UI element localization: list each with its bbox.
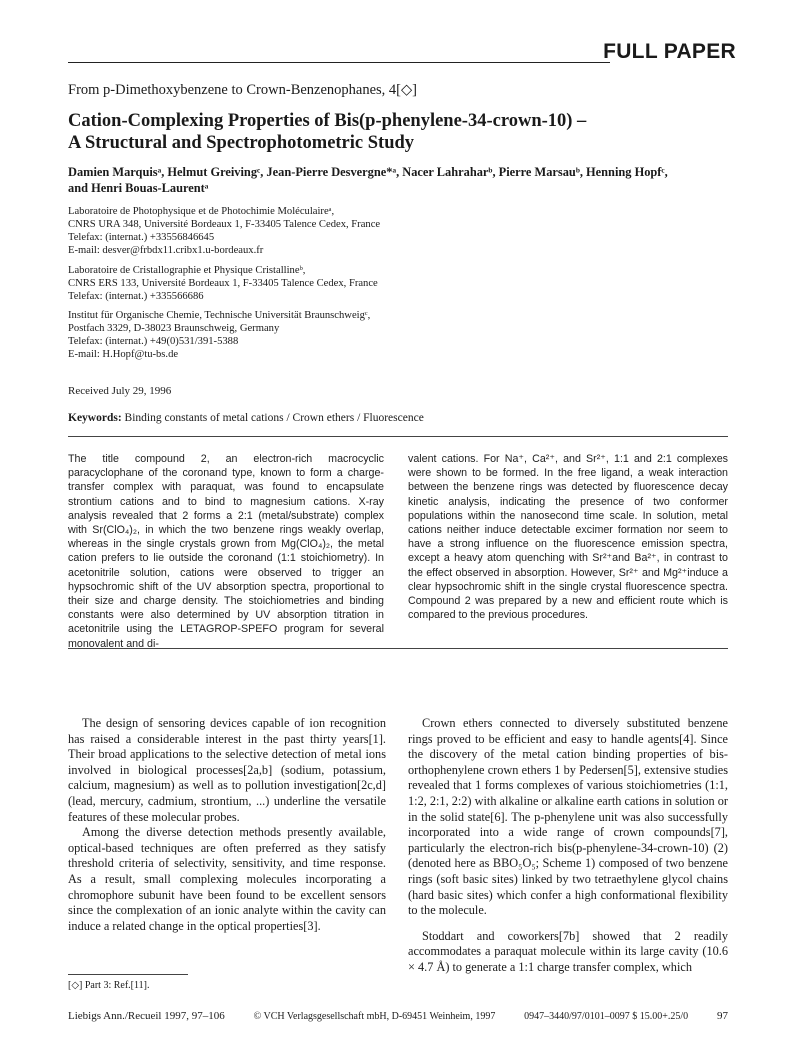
abstract-right-column: valent cations. For Na⁺, Ca²⁺, and Sr²⁺, 1:1 and 2:1 complexes were shown to be formed. In the free ligand, a weak interaction between the benzene rings was detected by fluorescence decay kinetic analysis, indicating the presence of two conformer populations within the nanosecond time scale. In solution, metal cations neither induce detectable excimer formation nor seem to have a strong influence on the fluorescence emission spectra, except a heavy atom quenching with Sr²⁺and Ba²⁺, in contrast to the effect observed in absorption. However, Sr²⁺ and Mg²⁺induce a clear hypsochromic shift in the single crystal fluorescence spectra. Compound 2 was prepared by a new and efficient route which is compared to the previous procedures. bbox=[408, 453, 728, 622]
keywords-text: Binding constants of metal cations / Crown ethers / Fluorescence bbox=[124, 412, 424, 424]
body-paragraph: Among the diverse detection methods presently available, optical-based techniques are often preferred as they satisfy threshold criteria of selectivity, sensitivity, and time response. As a result, small complexing molecules incorporating a chromophore subunit have been found to be excellent sensors since the complexation of an ionic analyte within the cavity can induce a related change in the optical properties[3]. bbox=[68, 825, 386, 933]
page-footer bbox=[68, 1010, 728, 1022]
affiliation-line: Institut für Organische Chemie, Technische Universität Braunschweigᶜ, bbox=[68, 310, 371, 321]
footnote: [◇] Part 3: Ref.[11]. bbox=[68, 980, 150, 991]
affiliation-bordeaux-crystallography bbox=[68, 264, 488, 303]
affiliation-line: Telefax: (internat.) +33556846645 bbox=[68, 232, 215, 243]
abstract-top-rule bbox=[68, 436, 728, 437]
article-code: 0947–3440/97/0101–0097 $ 15.00+.25/0 bbox=[524, 1011, 689, 1022]
received-date: Received July 29, 1996 bbox=[68, 385, 172, 397]
authors-line-2: and Henri Bouas-Laurentᵃ bbox=[68, 181, 209, 195]
body-paragraph: Stoddart and coworkers[7b] showed that 2 readily accommodates a paraquat molecule within its large cavity (10.6 × 4.7 Å) to generate a 1:1 charge transfer complex, which bbox=[408, 928, 728, 974]
keywords-label: Keywords: bbox=[68, 412, 122, 424]
affiliation-email: E-mail: desver@frbdx11.cribx1.u-bordeaux.fr bbox=[68, 245, 264, 256]
affiliation-line: Laboratoire de Photophysique et de Photochimie Moléculaireᵃ, bbox=[68, 206, 335, 217]
affiliation-bordeaux-photophysics bbox=[68, 205, 488, 257]
affiliation-line: Telefax: (internat.) +335566686 bbox=[68, 291, 204, 302]
affiliation-line: Postfach 3329, D-38023 Braunschweig, Germany bbox=[68, 323, 280, 334]
body-paragraph: Crown ethers connected to diversely substituted benzene rings proved to be efficient and easy to handle agents[4]. Since the discovery of the metal cation binding properties of bis-orthophenylene crown ethers 1 by Pedersen[5], extensive studies revealed that 1 forms complexes of various stoichiometries (1:1, 1:2, 2:1, 2:2) with alkaline or alkaline earth cations in solution or in the solid state[6]. The p-phenylene unit was also successfully incorporated into a wide range of crown compounds[7], particularly the electron-rich bis(p-phenylene-34-crown-10) (2) (denoted here as BBO₅O₅; Scheme 1) composed of two benzene rings (soft basic sites) linked by two tetraethylene glycol chains (hard basic sites) which confer a high conformational flexibility to the molecule. bbox=[408, 716, 728, 918]
publisher-line: © VCH Verlagsgesellschaft mbH, D-69451 Weinheim, 1997 bbox=[253, 1011, 496, 1022]
article-title bbox=[68, 110, 748, 154]
abstract-bottom-rule bbox=[68, 648, 728, 649]
footnote-rule bbox=[68, 974, 188, 975]
body-right-column bbox=[408, 716, 728, 976]
keywords bbox=[68, 412, 424, 424]
affiliation-line: CNRS ERS 133, Université Bordeaux 1, F-33405 Talence Cedex, France bbox=[68, 278, 378, 289]
title-line-1: Cation-Complexing Properties of Bis(p-phenylene-34-crown-10) – bbox=[68, 111, 587, 131]
page-number: 97 bbox=[716, 1010, 728, 1022]
header-rule bbox=[68, 62, 610, 63]
affiliation-braunschweig bbox=[68, 309, 488, 361]
body-paragraph: The design of sensoring devices capable of ion recognition has raised a considerable interest in the past thirty years[1]. Their broad applications to the selective detection of metal ions involved in biological processes[2a,b] (sodium, potassium, calcium, magnesium) as well as to pollution investigation[2c,d] (lead, mercury, cadmium, strontium, ...) underline the versatile features of these molecular probes. bbox=[68, 716, 386, 824]
body-left-column bbox=[68, 716, 386, 934]
affiliation-email: E-mail: H.Hopf@tu-bs.de bbox=[68, 349, 179, 360]
journal-citation: Liebigs Ann./Recueil 1997, 97–106 bbox=[68, 1010, 225, 1022]
abstract-left-column: The title compound 2, an electron-rich macrocyclic paracyclophane of the coronand type, known to form a charge-transfer complex with paraquat, was found to encapsulate strontium cations and to bind to magnesium cations. X-ray analysis revealed that 2 forms a 2:1 (metal/substrate) complex with Sr(ClO₄)₂, in which the two benzene rings weakly overlap, whereas in the single crystals grown from Mg(ClO₄)₂, the metal cation prefers to lie outside the coronand (1:1 stoichiometry). In acetonitrile solution, cations were observed to trigger an hypsochromic shift of the UV absorption spectra, proportional to their size and charge density. The stoichiometries and binding constants were also determined by UV absorption titration in acetonitrile using the LETAGROP-SPEFO program for several monovalent and di- bbox=[68, 453, 384, 650]
title-line-2: A Structural and Spectrophotometric Study bbox=[68, 133, 415, 153]
author-list bbox=[68, 164, 748, 196]
affiliation-line: CNRS URA 348, Université Bordeaux 1, F-33405 Talence Cedex, France bbox=[68, 219, 381, 230]
affiliation-line: Laboratoire de Cristallographie et Physique Cristallineᵇ, bbox=[68, 265, 306, 276]
section-label: FULL PAPER bbox=[603, 40, 736, 63]
affiliation-line: Telefax: (internat.) +49(0)531/391-5388 bbox=[68, 336, 239, 347]
series-line: From p-Dimethoxybenzene to Crown-Benzenophanes, 4[◇] bbox=[68, 82, 417, 98]
authors-line-1: Damien Marquisᵃ, Helmut Greivingᶜ, Jean-Pierre Desvergne*ᵃ, Nacer Lahraharᵇ, Pierre Marsauᵇ, Henning Hopfᶜ, bbox=[68, 165, 668, 179]
